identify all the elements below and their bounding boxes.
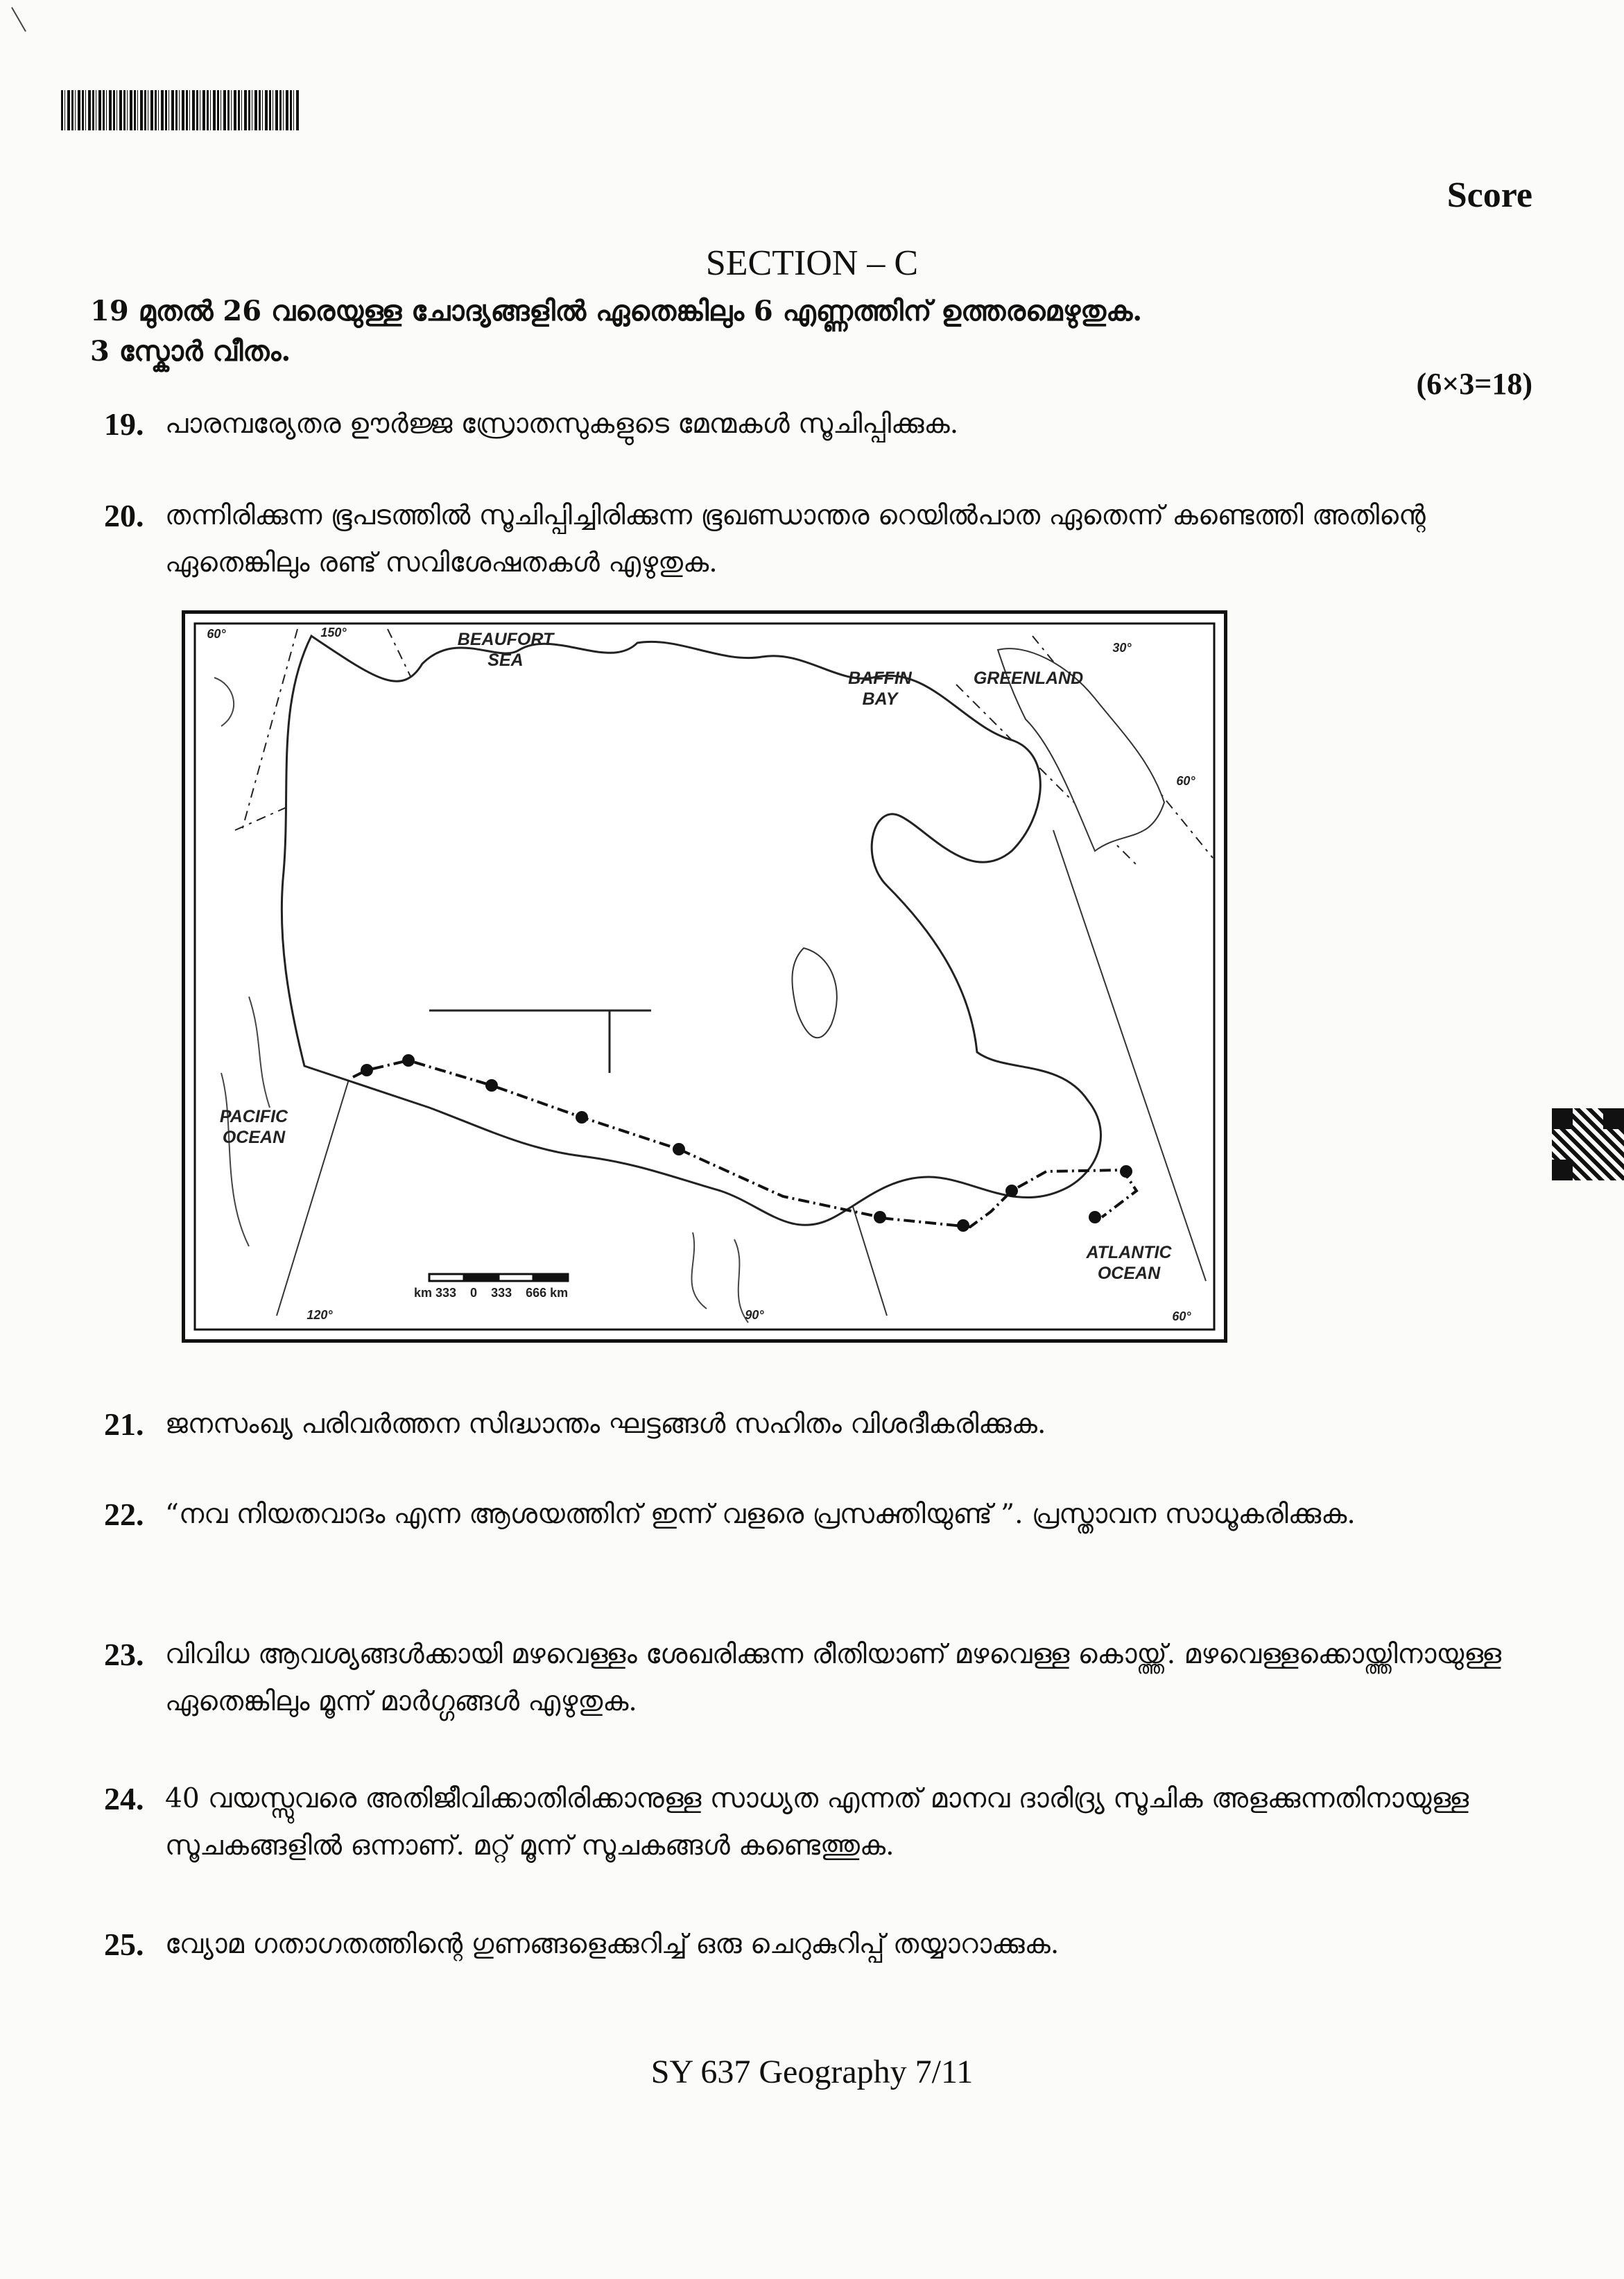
map-label-beaufort-sea: BEAUFORT SEA <box>457 630 554 670</box>
question-text: പാരമ്പര്യേതര ഊർജ്ജ സ്രോതസുകളുടെ മേന്മകൾ സൂചിപ്പിക്കുക. <box>165 409 959 440</box>
question-24 <box>104 1775 1546 1870</box>
map-label-atlantic-ocean: ATLANTIC OCEAN <box>1086 1243 1172 1283</box>
page-footer: SY 637 Geography 7/11 <box>650 2054 974 2090</box>
question-text: വ്യോമ ഗതാഗതത്തിന്റെ ഗുണങ്ങളെക്കുറിച്ച് ഒരു ചെറുകുറിപ്പ് തയ്യാറാക്കുക. <box>165 1929 1060 1960</box>
map-label-lon-60-right: 60° <box>1176 774 1195 788</box>
question-number: 23. <box>104 1637 144 1672</box>
map-label-pacific-ocean: PACIFIC OCEAN <box>219 1107 288 1147</box>
question-number: 24. <box>104 1781 144 1816</box>
canada-railway-map <box>182 610 1227 1343</box>
score-label: Score <box>1446 175 1532 215</box>
corner-mark <box>11 7 26 32</box>
question-number: 22. <box>104 1497 144 1532</box>
question-20 <box>104 492 1546 587</box>
map-label-lon-60-bottom: 60° <box>1172 1309 1191 1323</box>
map-scale-bar-label: km 333 0 333 666 km <box>414 1286 569 1300</box>
map-label-lon-90: 90° <box>745 1308 764 1322</box>
question-text: “നവ നിയതവാദം എന്ന ആശയത്തിന് ഇന്ന് വളരെ പ്രസക്തിയുണ്ട് ”. പ്രസ്താവന സാധൂകരിക്കുക. <box>165 1499 1356 1530</box>
question-number: 21. <box>104 1407 144 1442</box>
question-number: 19. <box>104 406 144 442</box>
map-drawing <box>193 622 1216 1331</box>
question-text: വിവിധ ആവശ്യങ്ങൾക്കായി മഴവെള്ളം ശേഖരിക്കുന്ന രീതിയാണ് മഴവെള്ള കൊയ്ത്ത്. മഴവെള്ളക്കൊയ്ത്തിനായുള്ള ഏതെങ്കിലും മൂന്ന് മാർഗ്ഗങ്ങൾ എഴുതുക. <box>165 1639 1501 1717</box>
marks-allocation: (6×3=18) <box>1416 367 1532 401</box>
question-text: തന്നിരിക്കുന്ന ഭൂപടത്തിൽ സൂചിപ്പിച്ചിരിക്കുന്ന ഭൂഖണ്ഡാന്തര റെയിൽപാത ഏതെന്ന് കണ്ടെത്തി അതിന്റെ ഏതെങ്കിലും രണ്ട് സവിശേഷതകൾ എഴുതുക. <box>165 500 1426 578</box>
map-label-lon-60-top: 60° <box>207 627 226 641</box>
section-instructions <box>90 291 1408 372</box>
map-label-baffin-bay: BAFFIN BAY <box>848 669 912 709</box>
map-label-lon-30: 30° <box>1112 641 1132 655</box>
map-label-lon-150: 150° <box>320 626 347 639</box>
question-21 <box>104 1401 1546 1448</box>
question-25 <box>104 1921 1546 1968</box>
instruction-line-2: 3 സ്കോർ വീതം. <box>90 335 291 368</box>
question-number: 25. <box>104 1927 144 1962</box>
qr-code <box>1552 1108 1624 1180</box>
section-title: SECTION – C <box>705 243 919 283</box>
question-22 <box>104 1491 1546 1538</box>
map-label-greenland: GREENLAND <box>973 669 1084 688</box>
question-text: 40 വയസ്സുവരെ അതിജീവിക്കാതിരിക്കാനുള്ള സാധ്യത എന്നത് മാനവ ദാരിദ്ര്യ സൂചിക അളക്കുന്നതിനായുള്ള സൂചകങ്ങളിൽ ഒന്നാണ്. മറ്റ് മൂന്ന് സൂചകങ്ങൾ കണ്ടെത്തുക. <box>165 1783 1469 1861</box>
question-23 <box>104 1631 1546 1726</box>
map-label-lon-120: 120° <box>306 1308 333 1322</box>
question-text: ജനസംഖ്യ പരിവർത്തന സിദ്ധാന്തം ഘട്ടങ്ങൾ സഹിതം വിശദീകരിക്കുക. <box>165 1409 1046 1440</box>
question-number: 20. <box>104 498 144 533</box>
barcode <box>61 90 300 130</box>
instruction-line-1: 19 മുതൽ 26 വരെയുള്ള ചോദ്യങ്ങളിൽ ഏതെങ്കിലും 6 എണ്ണത്തിന് ഉത്തരമെഴുതുക. <box>90 295 1143 327</box>
question-19 <box>104 401 1546 448</box>
